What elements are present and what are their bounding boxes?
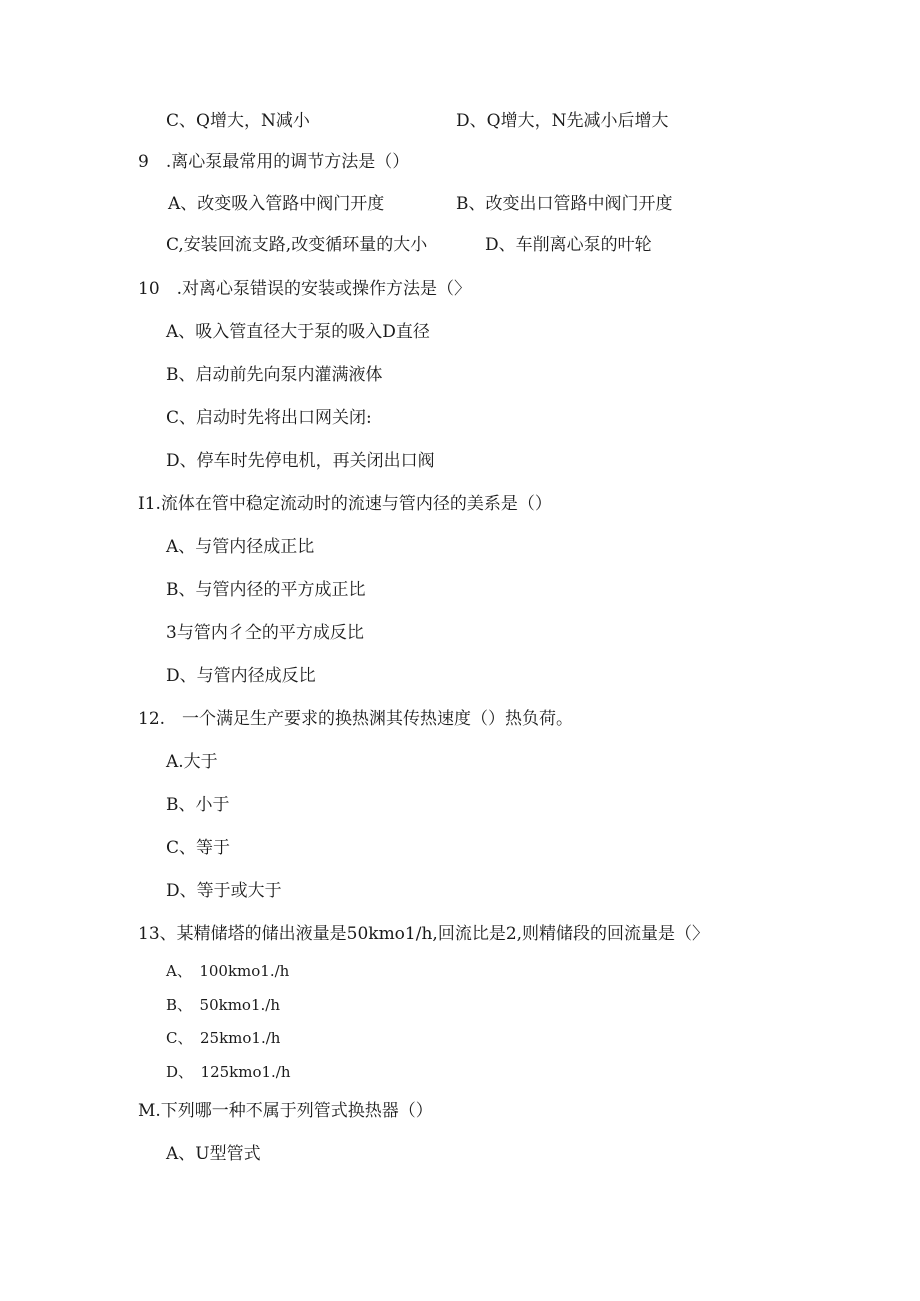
- q13-option-d: D、 125kmo1./h: [166, 1063, 291, 1081]
- q12-option-c: C、等于: [166, 838, 231, 858]
- q8-option-d: D、Q增大，N先减小后增大: [456, 111, 669, 131]
- q12-option-a: A.大于: [166, 752, 218, 772]
- q10-option-a: A、吸入管直径大于泵的吸入D直径: [166, 322, 430, 342]
- q10-option-d: D、停车时先停电机，再关闭出口阀: [166, 451, 435, 471]
- q14-option-a: A、U型管式: [166, 1144, 261, 1164]
- q11-option-a: A、与管内径成正比: [166, 537, 315, 557]
- q13-option-a: A、 100kmo1./h: [166, 962, 290, 980]
- q10-option-b: B、启动前先向泵内灌满液体: [166, 365, 383, 385]
- q8-option-c: C、Q增大，N减小: [166, 111, 310, 131]
- q9-option-a: A、改变吸入管路中阀门开度: [168, 194, 385, 214]
- q13-stem: 13、某精储塔的储出液量是50kmo1∕h,回流比是2,则精储段的回流量是（〉: [138, 924, 710, 944]
- q9-stem: 9 .离心泵最常用的调节方法是（）: [138, 152, 410, 172]
- q9-option-b: B、改变出口管路中阀门开度: [456, 194, 673, 214]
- q9-option-c: C,安装回流支路,改变循环量的大小: [166, 235, 428, 255]
- q13-option-c: C、 25kmo1./h: [166, 1029, 281, 1047]
- q11-option-b: B、与管内径的平方成正比: [166, 580, 366, 600]
- q12-stem: 12. 一个满足生产要求的换热渊其传热速度（）热负荷。: [138, 709, 574, 729]
- q12-option-d: D、等于或大于: [166, 881, 282, 901]
- q9-option-d: D、车削离心泵的叶轮: [485, 235, 652, 255]
- q11-option-d: D、与管内径成反比: [166, 666, 316, 686]
- q14-stem: M.下列哪一种不属于列管式换热器（）: [138, 1101, 433, 1121]
- q11-option-c: 3与管内彳仝的平方成反比: [166, 623, 364, 643]
- q10-stem: 10 .对离心泵错误的安装或操作方法是（〉: [138, 279, 472, 299]
- q11-stem: I1.流体在管中稳定流动时的流速与管内径的美系是（）: [138, 494, 552, 514]
- q12-option-b: B、小于: [166, 795, 230, 815]
- q13-option-b: B、 50kmo1./h: [166, 996, 280, 1014]
- q10-option-c: C、启动时先将出口网关闭:: [166, 408, 372, 428]
